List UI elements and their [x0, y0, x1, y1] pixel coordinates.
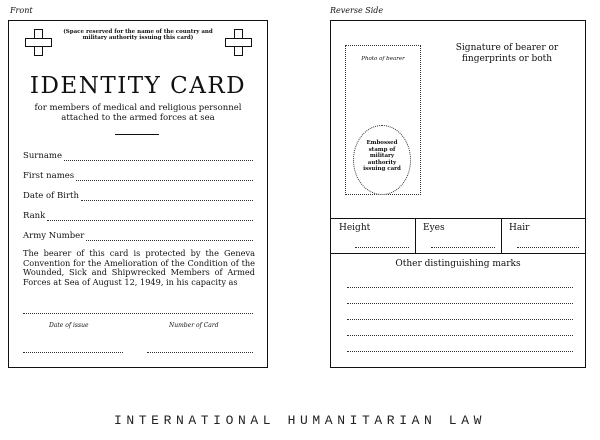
number-of-card-dotted-line: [147, 352, 253, 353]
rank-label: Rank: [23, 211, 46, 221]
marks-line-4: [347, 335, 573, 336]
identity-card-reverse: [330, 20, 586, 368]
date-of-birth-label: Date of Birth: [23, 191, 79, 201]
title-divider: [115, 134, 159, 135]
card-subtitle: for members of medical and religious personnel attached to the armed forces at sea: [34, 103, 242, 123]
surname-field: [23, 151, 253, 161]
surname-label: Surname: [23, 151, 62, 161]
first-names-field: [23, 171, 253, 181]
red-cross-emblem-left-icon: [25, 29, 53, 57]
date-of-birth-field: [23, 191, 253, 201]
army-number-field: [23, 231, 253, 241]
surname-dotted-line: [64, 154, 253, 161]
rank-field: [23, 211, 253, 221]
height-label: Height: [339, 223, 371, 233]
capacity-dotted-line: [23, 313, 253, 314]
marks-line-5: [347, 351, 573, 352]
first-names-dotted-line: [76, 174, 253, 181]
eyes-hair-divider: [501, 218, 502, 253]
marks-line-2: [347, 303, 573, 304]
height-eyes-divider: [415, 218, 416, 253]
army-number-dotted-line: [86, 234, 253, 241]
hair-label: Hair: [509, 223, 530, 233]
identity-card-front: [8, 20, 268, 368]
card-title: IDENTITY CARD: [29, 73, 247, 99]
date-of-issue-dotted-line: [23, 352, 123, 353]
first-names-label: First names: [23, 171, 75, 181]
signature-label: Signature of bearer or fingerprints or both: [455, 43, 559, 64]
date-of-birth-dotted-line: [81, 194, 253, 201]
photo-label: Photo of bearer: [361, 56, 405, 62]
eyes-dotted-line: [431, 247, 495, 248]
other-marks-label: Other distinguishing marks: [395, 259, 521, 269]
embossed-stamp-area: [353, 125, 411, 195]
red-cross-emblem-right-icon: [225, 29, 253, 57]
protection-paragraph: The bearer of this card is protected by the Geneva Convention for the Amelioration of the Condition of the Wounded, Sick and Shipwrecked Members of Armed Forces at Sea of August 12, 1949, in his capacity as: [23, 248, 255, 287]
row-divider-top: [331, 218, 585, 219]
date-of-issue-label: Date of issue: [49, 322, 89, 329]
rank-dotted-line: [47, 214, 253, 221]
footer-caption: INTERNATIONAL HUMANITARIAN LAW: [113, 413, 487, 428]
number-of-card-label: Number of Card: [169, 322, 219, 329]
authority-note: (Space reserved for the name of the country and military authority issuing this card): [63, 29, 213, 41]
reverse-side-label: Reverse Side: [330, 6, 384, 15]
hair-dotted-line: [517, 247, 579, 248]
eyes-label: Eyes: [423, 223, 445, 233]
marks-line-1: [347, 287, 573, 288]
height-dotted-line: [355, 247, 409, 248]
front-label: Front: [10, 6, 33, 15]
army-number-label: Army Number: [23, 231, 85, 241]
marks-line-3: [347, 319, 573, 320]
stamp-label: Embossed stamp of military authority issuing card: [363, 140, 401, 172]
row-divider-bottom: [331, 253, 585, 254]
